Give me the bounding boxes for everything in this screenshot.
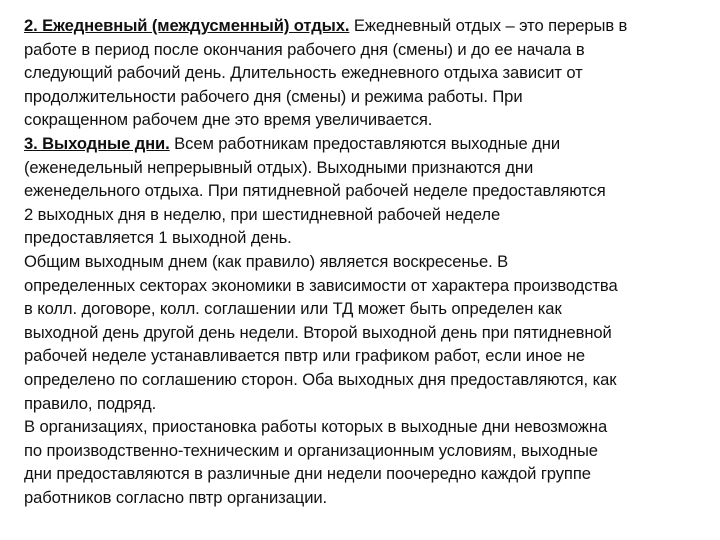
section-2-heading: 2. Ежедневный (междусменный) отдых. [24, 16, 350, 35]
sunday-paragraph-line: правило, подряд. [24, 393, 157, 413]
section-3-line: еженедельного отдыха. При пятидневной рабочей неделе предоставляются [24, 181, 606, 201]
section-2-line: Ежедневный отдых – это перерыв в [349, 16, 628, 35]
sunday-paragraph-line: выходной день другой день недели. Второй выходной день при пятидневной [24, 322, 612, 342]
section-2-line: работе в период после окончания рабочего дня (смены) и до ее начала в [24, 39, 585, 59]
section-3-heading: 3. Выходные дни. [24, 133, 170, 153]
sunday-paragraph-line: в колл. договоре, колл. соглашении или ТД может быть определен как [24, 299, 562, 319]
sunday-paragraph-line: рабочей неделе устанавливается пвтр или графиком работ, если иное не [24, 346, 585, 366]
section-2-line: следующий рабочий день. Длительность ежедневного отдыха зависит от [24, 63, 583, 83]
section-3-line: Всем работникам предоставляются выходные дни [169, 133, 560, 153]
organizations-paragraph-line: по производственно-техническим и организационным условиям, выходные [24, 440, 598, 460]
section-2-line: сокращенном рабочем дне это время увеличивается. [24, 110, 433, 130]
organizations-paragraph-line: дни предоставляются в различные дни недели поочередно каждой группе [24, 464, 591, 484]
section-2-line: продолжительности рабочего дня (смены) и режима работы. При [24, 86, 523, 106]
organizations-paragraph-line: В организациях, приостановка работы которых в выходные дни невозможна [24, 417, 608, 437]
section-3-line: 2 выходных дня в неделю, при шестидневной рабочей неделе [24, 204, 501, 224]
sunday-paragraph-line: определенных секторах экономики в зависимости от характера производства [24, 275, 618, 295]
section-3-line: (еженедельный непрерывный отдых). Выходными признаются дни [24, 157, 534, 177]
sunday-paragraph-line: Общим выходным днем (как правило) является воскресенье. В [24, 251, 509, 271]
text-body [24, 14, 696, 509]
organizations-paragraph-line: работников согласно пвтр организации. [24, 487, 328, 507]
sunday-paragraph-line: определено по соглашению сторон. Оба выходных дня предоставляются, как [24, 369, 617, 389]
section-3-first-line [24, 132, 696, 156]
section-2-first-line [24, 14, 696, 38]
section-3-line: предоставляется 1 выходной день. [24, 228, 292, 248]
